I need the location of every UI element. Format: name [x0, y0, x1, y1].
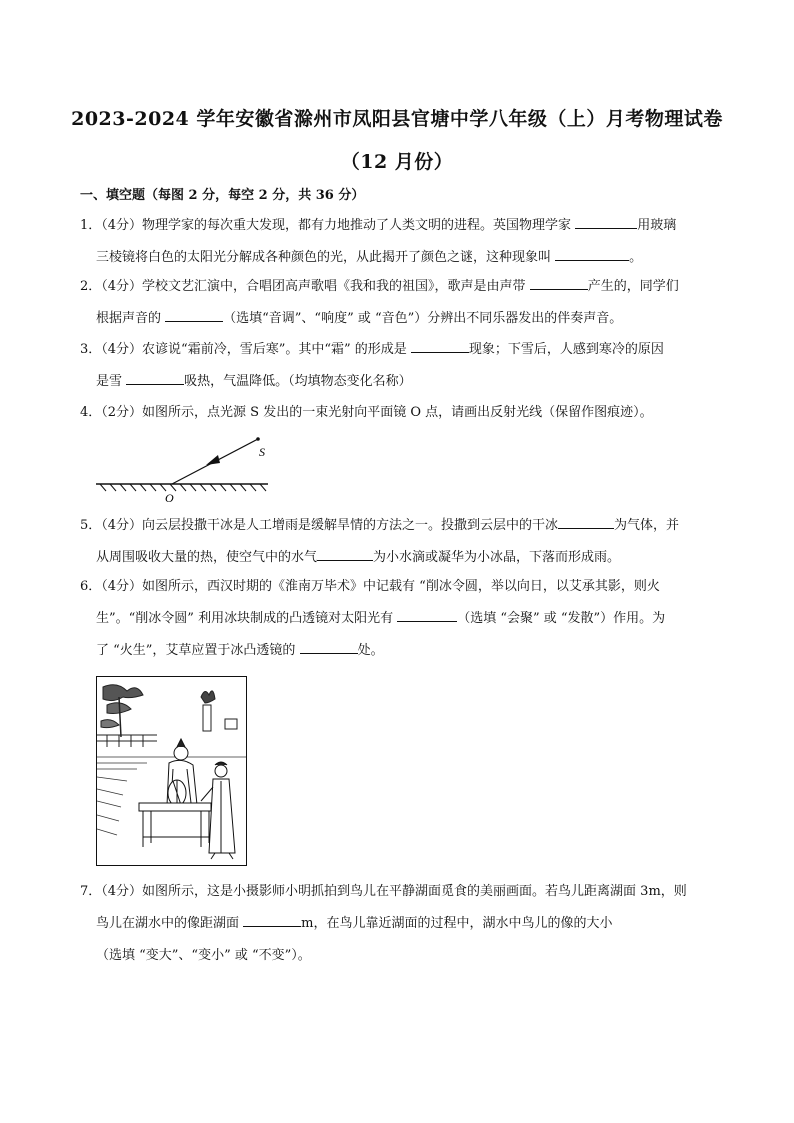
answer-blank[interactable] [243, 912, 301, 927]
section-heading-fill-in: 一、填空题（每图 2 分，每空 2 分，共 36 分） [80, 188, 365, 203]
question-1: 1．（4分）物理学家的每次重大发现，都有力地推动了人类文明的进程。英国物理学家 用玻璃 三棱镜将白色的太阳光分解成各种颜色的光，从此揭开了颜色之谜，这种现象叫 。 [80, 210, 720, 274]
answer-blank[interactable] [530, 275, 588, 290]
question-4: 4．（2分）如图所示，点光源 S 发出的一束光射向平面镜 O 点，请画出反射光线（保留作图痕迹）。 [80, 405, 653, 420]
answer-blank[interactable] [575, 214, 637, 229]
answer-blank[interactable] [555, 246, 629, 261]
label-o: O [165, 491, 174, 505]
question-6: 6．（4分）如图所示，西汉时期的《淮南万毕术》中记载有 “削冰令圆，举以向日，以艾承其影，则火 生”。“削冰令圆” 利用冰块制成的凸透镜对太阳光有 （选填 “会聚” 或 “发散”）作用。为 了 “火生”，艾草应置于冰凸透镜的 处。 [80, 579, 666, 658]
plane-mirror-diagram [94, 434, 274, 506]
ancient-illustration [96, 676, 247, 866]
ice-lens-scene-illustration [97, 677, 246, 865]
label-s: S [259, 445, 265, 459]
vase-icon [201, 691, 215, 731]
answer-blank[interactable] [165, 307, 223, 322]
answer-blank[interactable] [397, 607, 457, 622]
exam-subtitle: （12 月份） [340, 151, 454, 173]
question-5: 5．（4分）向云层投撒干冰是人工增雨是缓解旱情的方法之一。投撒到云层中的干冰 为气体，并 从周围吸收大量的热，使空气中的水气 为小水滴或凝华为小冰晶，下落而形成雨。 [80, 510, 720, 574]
light-source-point [256, 437, 260, 441]
seated-man-figure [167, 739, 197, 806]
answer-blank[interactable] [317, 546, 373, 561]
table-icon [139, 803, 211, 847]
answer-blank[interactable] [300, 639, 358, 654]
answer-blank[interactable] [558, 514, 614, 529]
question-3: 3．（4分）农谚说“霜前冷，雪后寒”。其中“霜” 的形成是 现象；下雪后，人感到寒冷的原因 是雪 吸热，气温降低。（均填物态变化名称） [80, 334, 720, 398]
question-7: 7．（4分）如图所示，这是小摄影师小明抓拍到鸟儿在平静湖面觅食的美丽画面。若鸟儿距离湖面 3m，则 鸟儿在湖水中的像距湖面 m，在鸟儿靠近湖面的过程中，湖水中鸟儿的像的大小 （选填 “变大”、“变小” 或 “不变”）。 [80, 884, 687, 963]
mirror-hatching [100, 484, 266, 491]
answer-blank[interactable] [411, 338, 469, 353]
ray-arrow [206, 455, 220, 465]
answer-blank[interactable] [126, 370, 184, 385]
railing-icon [97, 735, 157, 747]
small-box-icon [225, 719, 237, 729]
question-2: 2．（4分）学校文艺汇演中，合唱团高声歌唱《我和我的祖国》，歌声是由声带 产生的，同学们 根据声音的 （选填“音调”、“响度” 或 “音色”）分辨出不同乐器发出的伴奏声音。 [80, 271, 720, 335]
tree-icon [101, 685, 143, 737]
exam-title: 2023-2024 学年安徽省滁州市凤阳县官塘中学八年级（上）月考物理试卷 [71, 108, 723, 130]
